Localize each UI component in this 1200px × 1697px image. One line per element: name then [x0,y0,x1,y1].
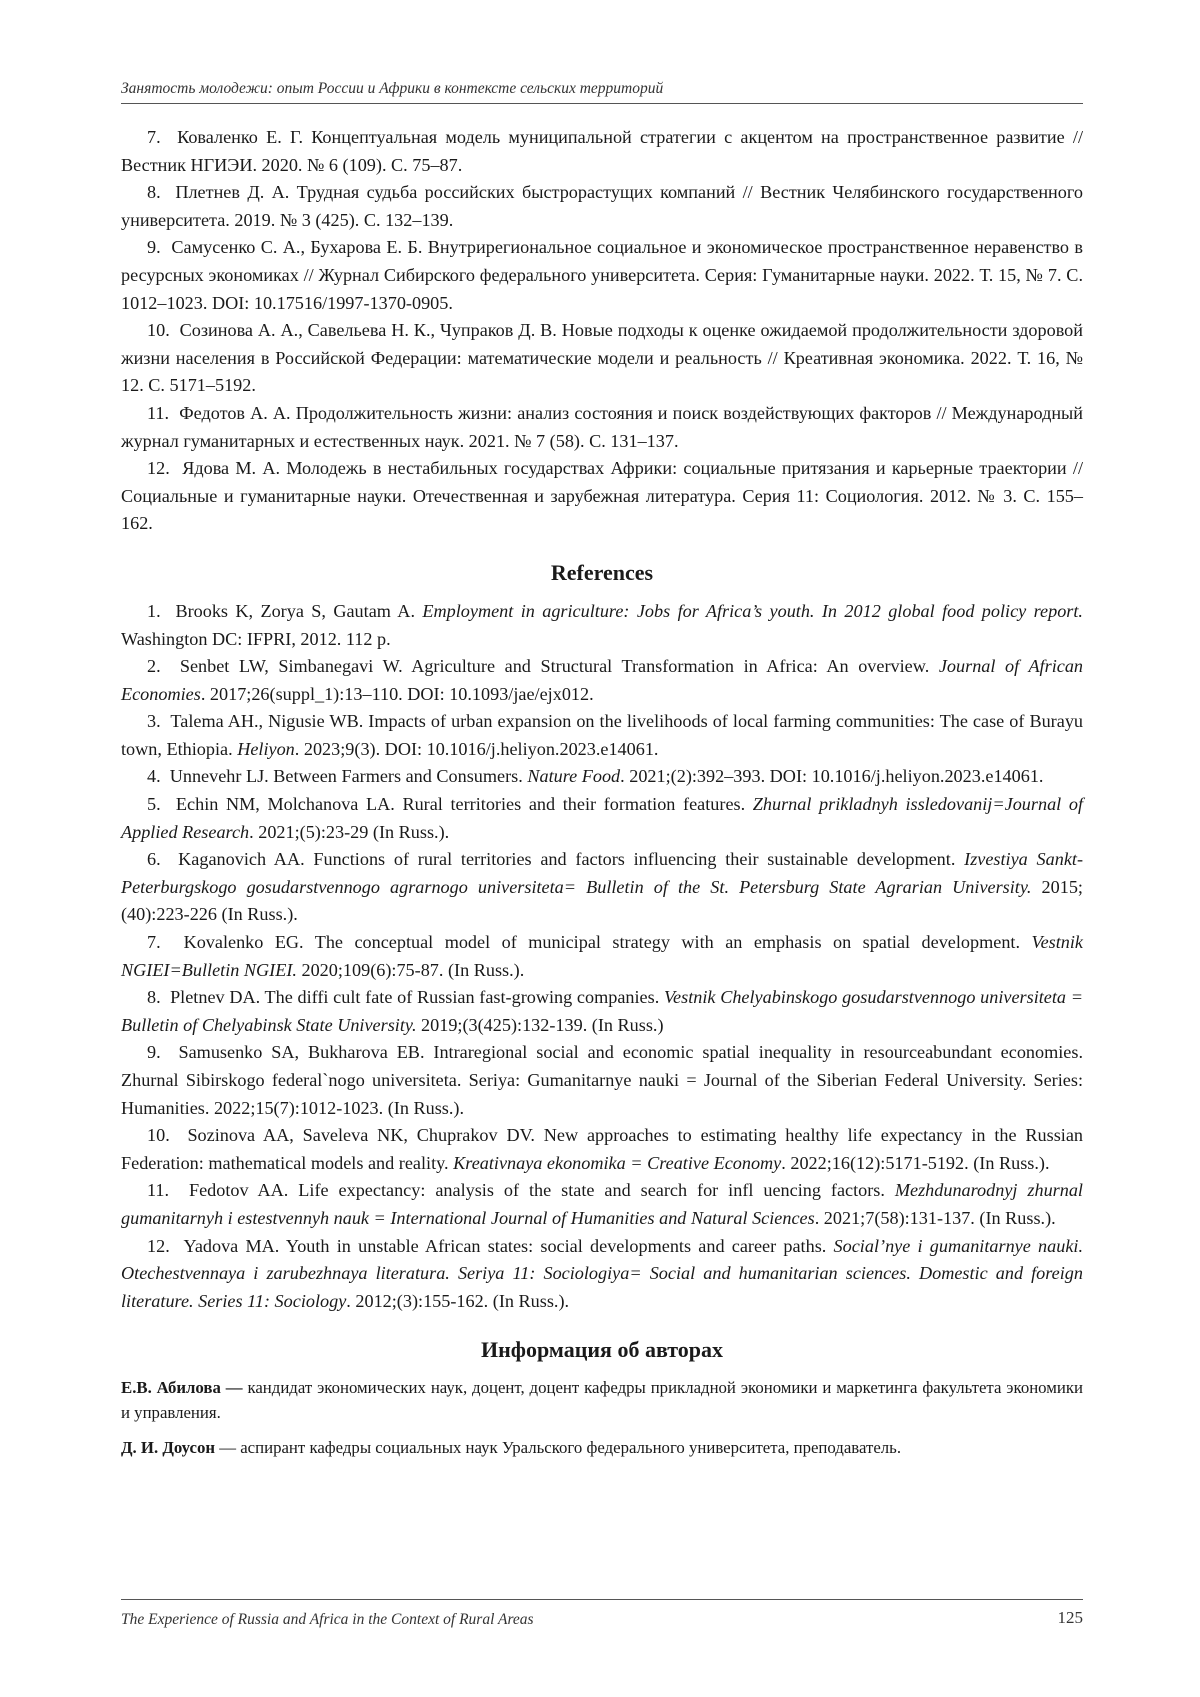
author-entry: Е.В. Абилова — кандидат экономических наук, доцент, доцент кафедры прикладной экономики и маркетинга факультета экономики и управления. [121,1378,1083,1423]
reference-item: 2. Senbet LW, Simbanegavi W. Agriculture and Structural Transformation in Africa: An overview. Journal of African Economies. 2017;26(suppl_1):13–110. DOI: 10.1093/jae/ejx012. [121,656,1084,704]
authors-title: Информация об авторах [480,1337,724,1363]
reference-item: 1. Brooks K, Zorya S, Gautam A. Employment in agriculture: Jobs for Africa’s youth. In 2012 global food policy report. Washington DC: IFPRI, 2012. 112 p. [121,600,1083,649]
author-info [121,1375,1083,1460]
reference-item: 7. Kovalenko EG. The conceptual model of municipal strategy with an emphasis on spatial development. Vestnik NGIEI=Bulletin NGIEI. 2020;109(6):75-87. (In Russ.). [121,932,1083,980]
author-entry: Д. И. Доусон — аспирант кафедры социальных наук Уральского федерального университета, преподаватель. [121,1438,902,1458]
russian-reference-list [121,124,1083,538]
reference-item: 10. Созинова А. А., Савельева Н. К., Чупраков Д. В. Новые подходы к оценке ожидаемой продолжительности здоровой жизни населения в Российской Федерации: математические модели и реальность // Креативная экономика. 2022. Т. 16, № 12. С. 5171–5192. [121,320,1084,396]
english-reference-list [121,598,1083,1315]
reference-item: 11. Fedotov AA. Life expectancy: analysis of the state and search for infl uencing factors. Mezhdunarodnyj zhurnal gumanitarnyh i estestvennyh nauk = International Journal of Humanities and Natural Sciences. 2021;7(58):131-137. (In Russ.). [121,1180,1083,1228]
running-head: Занятость молодежи: опыт России и Африки в контексте сельских территорий [121,80,664,97]
running-foot: The Experience of Russia and Africa in the Context of Rural Areas [121,1611,534,1628]
reference-item: 6. Kaganovich AA. Functions of rural territories and factors influencing their sustainable development. Izvestiya Sankt-Peterburgskogo gosudarstvennogo agrarnogo universiteta= Bulletin of the St. Petersburg State Agrarian University. 2015;(40):223-226 (In Russ.). [121,849,1083,925]
reference-item: 4. Unnevehr LJ. Between Farmers and Consumers. Nature Food. 2021;(2):392–393. DOI: 10.1016/j.heliyon.2023.e14061. [147,766,1044,787]
author-name: Е.В. Абилова — [121,1378,243,1398]
reference-item: 10. Sozinova AA, Saveleva NK, Chuprakov DV. New approaches to estimating healthy life expectancy in the Russian Federation: mathematical models and reality. Kreativnaya ekonomika = Creative Economy. 2022;16(12):5171-5192. (In Russ.). [121,1125,1083,1173]
reference-item: 12. Ядова М. А. Молодежь в нестабильных государствах Африки: социальные притязания и карьерные траектории // Социальные и гуманитарные науки. Отечественная и зарубежная литература. Серия 11: Социология. 2012. № 3. С. 155–162. [121,458,1083,534]
content [121,124,1083,1470]
page-number: 125 [1057,1608,1083,1627]
header-rule [121,103,1083,104]
reference-item: 12. Yadova MA. Youth in unstable African states: social developments and career paths. Social’nye i gumanitarnye nauki. Otechestvennaya i zarubezhnaya literatura. Seriya 11: Sociologiya= Social and humanitarian sciences. Domestic and foreign literature. Series 11: Sociology. 2012;(3):155-162. (In Russ.). [121,1235,1084,1311]
reference-item: 9. Самусенко С. А., Бухарова Е. Б. Внутрирегиональное социальное и экономическое пространственное неравенство в ресурсных экономиках // Журнал Сибирского федерального университета. Серия: Гуманитарные науки. 2022. Т. 15, № 7. С. 1012–1023. DOI: 10.17516/1997-1370-0905. [121,237,1083,313]
reference-item: 3. Talema AH., Nigusie WB. Impacts of urban expansion on the livelihoods of local farming communities: The case of Burayu town, Ethiopia. Heliyon. 2023;9(3). DOI: 10.1016/j.heliyon.2023.e14061. [121,711,1084,759]
author-name: Д. И. Доусон [121,1438,216,1458]
reference-item: 7. Коваленко Е. Г. Концептуальная модель муниципальной стратегии с акцентом на пространственное развитие // Вестник НГИЭИ. 2020. № 6 (109). С. 75–87. [121,127,1083,175]
reference-item: 11. Федотов А. А. Продолжительность жизни: анализ состояния и поиск воздействующих факторов // Международный журнал гуманитарных и естественных наук. 2021. № 7 (58). С. 131–137. [121,402,1084,451]
reference-item: 8. Pletnev DA. The diffi cult fate of Russian fast-growing companies. Vestnik Chelyabinskogo gosudarstvennogo universiteta = Bulletin of Chelyabinsk State University. 2019;(3(425):132-139. (In Russ.) [121,987,1084,1035]
reference-item: 9. Samusenko SA, Bukharova EB. Intraregional social and economic spatial inequality in resourceabundant economies. Zhurnal Sibirskogo federal`nogo universiteta. Seriya: Gumanitarnye nauki = Journal of the Siberian Federal University. Series: Humanities. 2022;15(7):1012-1023. (In Russ.). [121,1042,1083,1118]
reference-item: 8. Плетнев Д. А. Трудная судьба российских быстрорастущих компаний // Вестник Челябинского государственного университета. 2019. № 3 (425). С. 132–139. [121,182,1083,230]
footer-rule [121,1599,1083,1600]
references-title: References [550,559,654,585]
reference-item: 5. Echin NM, Molchanova LA. Rural territories and their formation features. Zhurnal prikladnyh issledovanij=Journal of Applied Research. 2021;(5):23-29 (In Russ.). [121,794,1083,842]
